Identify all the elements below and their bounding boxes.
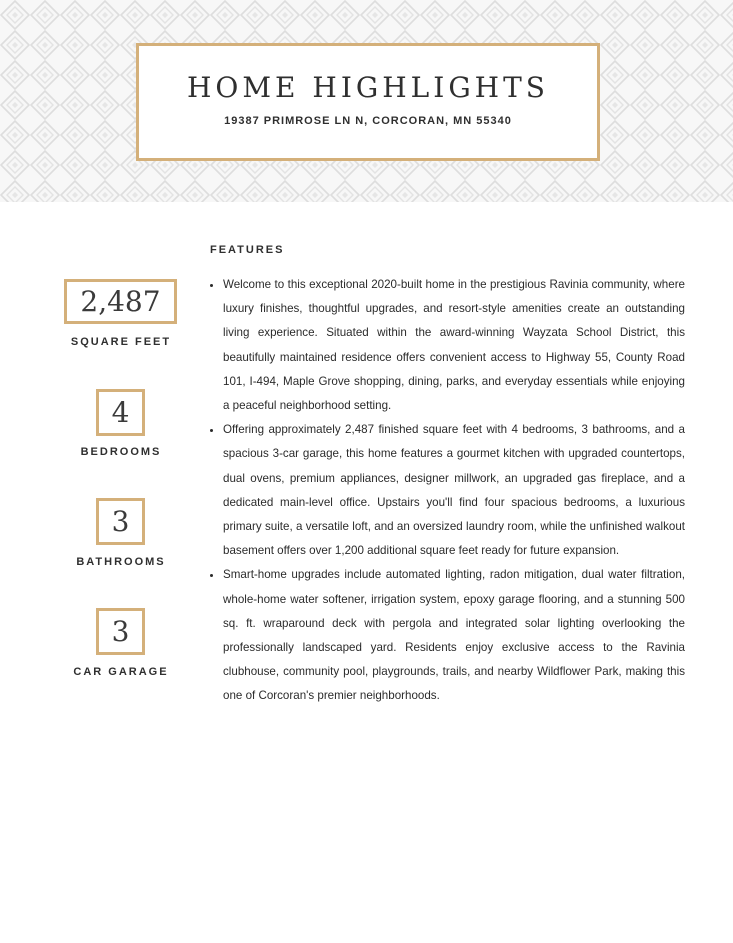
stat-square-feet-box (64, 279, 177, 324)
stat-bedrooms-value: 4 (111, 396, 130, 429)
feature-item: • Welcome to this exceptional 2020-built home in the prestigious Ravinia community, where luxury finishes, thoughtful upgrades, and resort-style amenities create an outstanding living experience. Situated within the award-winning Wayzata School District, this beautifully maintained residence offers convenient access to Highway 55, County Road 101, I-494, Maple Grove shopping, dining, parks, and everyday essentials while enjoying a peaceful neighborhood setting. (223, 273, 685, 418)
stat-bathrooms-label: BATHROOMS (76, 556, 166, 568)
feature-item: • Smart-home upgrades include automated lighting, radon mitigation, dual water filtration, whole-home water softener, irrigation system, epoxy garage flooring, and a stunning 500 sq. ft. wraparound deck with pergola and integrated solar lighting overlooking the professionally landscaped yard. Residents enjoy exclusive access to the Ravinia clubhouse, community pool, playgrounds, trails, and nearby Wildflower Park, making this one of Corcoran's premier neighborhoods. (223, 563, 685, 708)
stat-bathrooms-value: 3 (111, 505, 130, 538)
stat-garage-box (96, 608, 145, 655)
features-list (206, 273, 685, 709)
stat-square-feet-label: SQUARE FEET (70, 336, 172, 348)
stat-bedrooms-box (96, 389, 145, 436)
title-box (136, 43, 600, 161)
page-title: HOME HIGHLIGHTS (187, 71, 549, 104)
stat-bedrooms-label: BEDROOMS (80, 446, 162, 458)
stat-garage-label: CAR GARAGE (73, 666, 169, 678)
feature-item: • Offering approximately 2,487 finished square feet with 4 bedrooms, 3 bathrooms, and a spacious 3-car garage, this home features a gourmet kitchen with upgraded countertops, dual ovens, premium appliances, designer millwork, an upgraded gas fireplace, and a dedicated main-level office. Upstairs you'll find four spacious bedrooms, a luxurious primary suite, a versatile loft, and an oversized laundry room, while the unfinished walkout basement offers over 1,200 additional square feet ready for future expansion. (223, 418, 685, 563)
features-heading: FEATURES (210, 244, 285, 256)
stat-square-feet-value: 2,487 (80, 285, 161, 318)
stat-garage-value: 3 (111, 615, 130, 648)
property-address: 19387 PRIMROSE LN N, CORCORAN, MN 55340 (224, 115, 512, 127)
stat-bathrooms-box (96, 498, 145, 545)
